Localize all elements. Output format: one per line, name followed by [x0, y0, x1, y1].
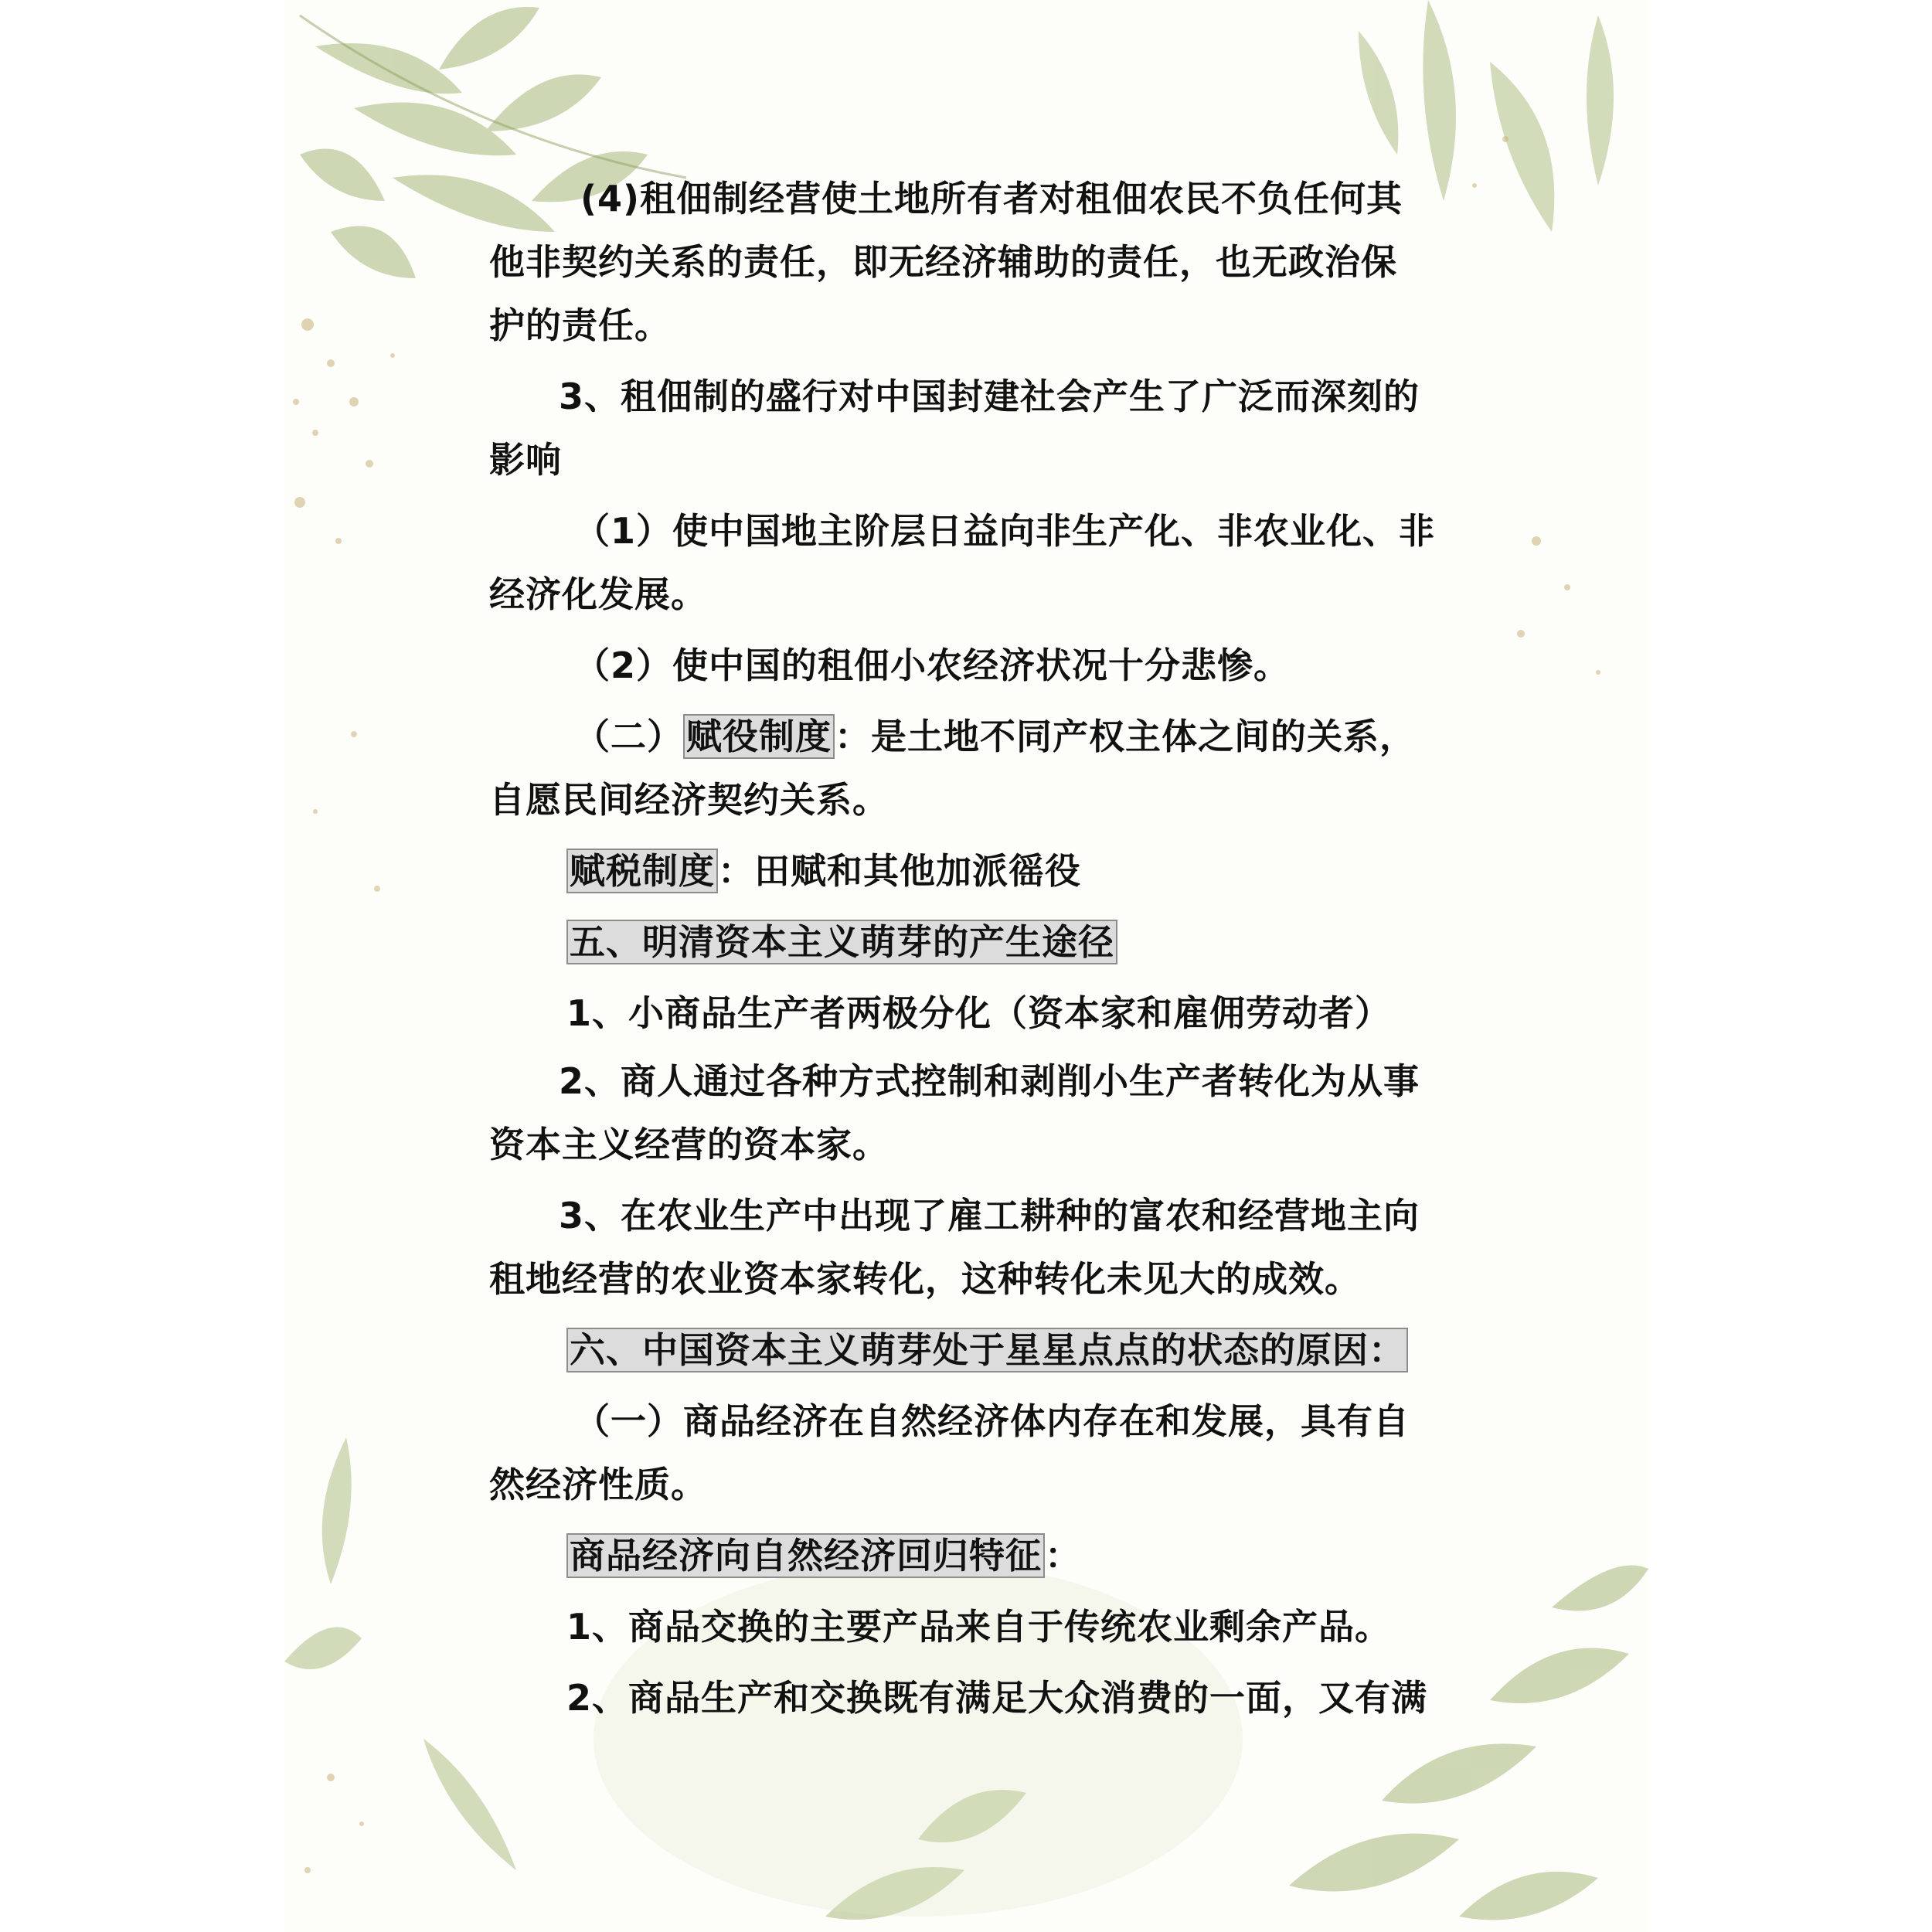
leaf-cluster-bottom-left: [284, 1437, 516, 1870]
paragraph-line: [566, 1532, 1081, 1580]
paragraph-line: 1、小商品生产者两极分化（资本家和雇佣劳动者）: [566, 992, 1392, 1034]
highlighted-heading: 五、明清资本主义萌芽的产生途径: [566, 920, 1117, 964]
line-text: ：是土地不同产权主体之间的关系，: [835, 716, 1416, 757]
paragraph-line: [566, 847, 1081, 895]
highlighted-term: 赋税制度: [566, 849, 718, 893]
paragraph-line: 2、商品生产和交换既有满足大众消费的一面，又有满: [566, 1677, 1428, 1719]
paragraph-line: [574, 713, 1416, 760]
paragraph-line: 经济化发展。: [489, 573, 707, 615]
paragraph-line: 然经济性质。: [489, 1464, 707, 1505]
section-heading: [566, 918, 1117, 966]
paragraph-line: 1、商品交换的主要产品来自于传统农业剩余产品。: [566, 1606, 1392, 1648]
highlighted-term: 商品经济向自然经济回归特征: [566, 1533, 1045, 1578]
paragraph-line: 3、在农业生产中出现了雇工耕种的富农和经营地主向: [559, 1195, 1420, 1236]
section-heading: [566, 1326, 1408, 1374]
paragraph-line: （2）使中国的租佃小农经济状况十分悲惨。: [574, 645, 1291, 686]
document-page: [284, 0, 1648, 1932]
paragraph-line: 租地经营的农业资本家转化，这种转化未见大的成效。: [489, 1258, 1361, 1300]
document-body: [489, 0, 1451, 1932]
highlighted-heading: 六、中国资本主义萌芽处于星星点点的状态的原因：: [566, 1328, 1408, 1372]
paragraph-line: 他非契约关系的责任，即无经济辅助的责任，也无政治保: [489, 241, 1397, 283]
paragraph-line: 影响: [489, 439, 562, 481]
line-text: ：: [1045, 1535, 1081, 1577]
paragraph-line: （一）商品经济在自然经济体内存在和发展，具有自: [574, 1400, 1410, 1442]
paragraph-line: 3、租佃制的盛行对中国封建社会产生了广泛而深刻的: [559, 376, 1420, 417]
line-text: ：田赋和其他加派徭役: [718, 850, 1081, 892]
highlighted-term: 赋役制度: [683, 714, 835, 759]
paragraph-line: 护的责任。: [489, 304, 671, 346]
paragraph-line: 资本主义经营的资本家。: [489, 1124, 889, 1165]
paragraph-line: 自愿民间经济契约关系。: [489, 779, 889, 821]
paragraph-line: （1）使中国地主阶层日益向非生产化、非农业化、非: [574, 510, 1436, 552]
paragraph-line: 2、商人通过各种方式控制和剥削小生产者转化为从事: [559, 1060, 1420, 1102]
paragraph-line: (4)租佃制经营使土地所有者对租佃农民不负任何其: [580, 178, 1403, 219]
line-prefix: （二）: [574, 716, 683, 757]
